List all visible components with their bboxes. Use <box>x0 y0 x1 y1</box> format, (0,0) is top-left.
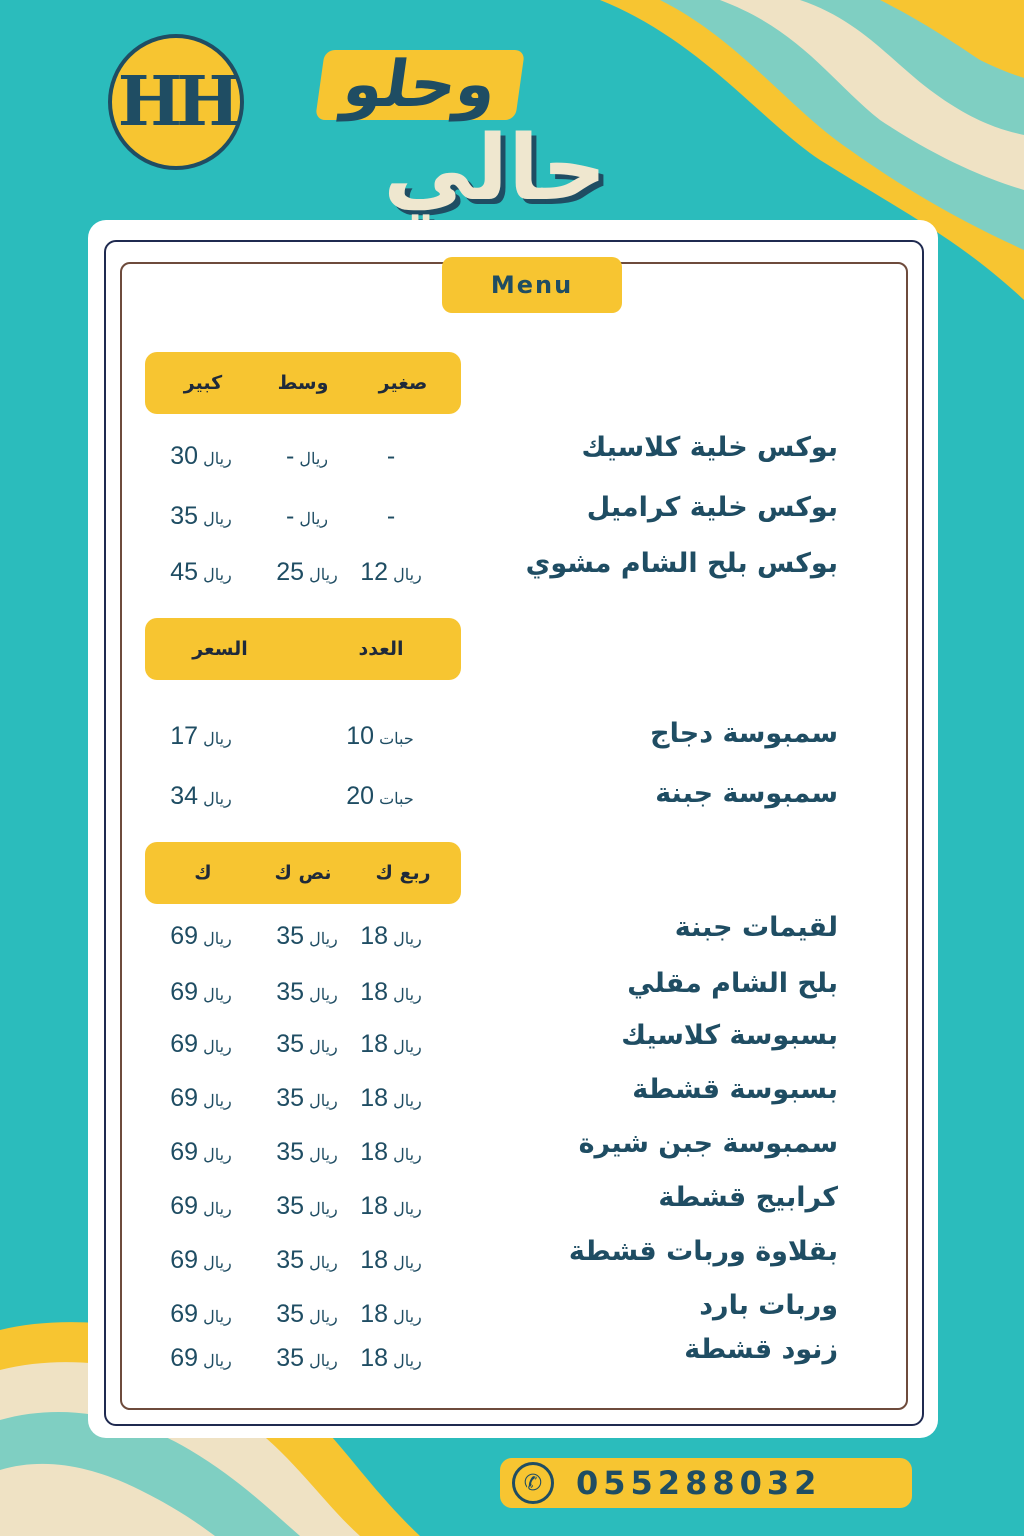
price-kilo <box>156 1132 246 1172</box>
item-count <box>320 716 440 756</box>
price-quarter-kilo-value: 18 <box>360 1192 389 1220</box>
price <box>156 776 246 816</box>
price-half-kilo <box>262 1240 352 1280</box>
currency-label: ريال <box>309 987 338 1004</box>
price-half-kilo-value: 35 <box>276 1084 305 1112</box>
price-quarter-kilo-value: 18 <box>360 1246 389 1274</box>
currency-label: ريال <box>393 931 422 948</box>
currency-label: ريال <box>203 451 232 468</box>
currency-label: ريال <box>203 1353 232 1370</box>
price-quarter-kilo-value: 18 <box>360 922 389 950</box>
price-quarter-kilo <box>346 1024 436 1064</box>
currency-label: ريال <box>203 931 232 948</box>
price-kilo-value: 69 <box>170 1030 199 1058</box>
price-quarter-kilo <box>346 1078 436 1118</box>
price-large <box>156 496 246 536</box>
header-small: صغير <box>378 372 428 394</box>
price-quarter-kilo-value: 18 <box>360 1138 389 1166</box>
item-count-value: 20 <box>346 782 375 810</box>
price-quarter-kilo <box>346 916 436 956</box>
price-half-kilo-value: 35 <box>276 922 305 950</box>
currency-label: ريال <box>309 567 338 584</box>
section1-header <box>145 352 461 414</box>
currency-label: ريال <box>203 1309 232 1326</box>
price-small <box>346 436 436 476</box>
currency-label: ريال <box>203 987 232 1004</box>
price-half-kilo <box>262 1338 352 1378</box>
currency-label: ريال <box>203 567 232 584</box>
price-kilo <box>156 1024 246 1064</box>
price-half-kilo-value: 35 <box>276 1344 305 1372</box>
price-quarter-kilo <box>346 1338 436 1378</box>
currency-label: ريال <box>393 1093 422 1110</box>
price-kilo-value: 69 <box>170 1300 199 1328</box>
price-large-value: 45 <box>170 558 199 586</box>
price-half-kilo <box>262 972 352 1012</box>
item-count-unit: حبات <box>379 791 414 808</box>
currency-label: ريال <box>203 1255 232 1272</box>
price-quarter-kilo-value: 18 <box>360 1030 389 1058</box>
menu-item-name: كرابيج قشطة <box>658 1182 838 1213</box>
price-half-kilo <box>262 1078 352 1118</box>
price-kilo-value: 69 <box>170 1246 199 1274</box>
price-small-value: 12 <box>360 558 389 586</box>
price-medium-value: 25 <box>276 558 305 586</box>
price-quarter-kilo-value: 18 <box>360 978 389 1006</box>
currency-label: ريال <box>393 987 422 1004</box>
menu-item-name: بوكس خلية كراميل <box>586 492 838 523</box>
currency-label: ريال <box>309 1201 338 1218</box>
price-medium-value: - <box>285 502 295 530</box>
currency-label: ريال <box>309 1353 338 1370</box>
menu-item-name: بوكس بلح الشام مشوي <box>525 548 838 579</box>
currency-label: ريال <box>309 931 338 948</box>
phone-bar[interactable] <box>500 1458 912 1508</box>
price-kilo <box>156 1338 246 1378</box>
currency-label: ريال <box>299 451 328 468</box>
price-half-kilo-value: 35 <box>276 1030 305 1058</box>
section2-header <box>145 618 461 680</box>
price <box>156 716 246 756</box>
price-quarter-kilo-value: 18 <box>360 1084 389 1112</box>
price-value: 34 <box>170 782 199 810</box>
price-kilo <box>156 1240 246 1280</box>
price-half-kilo <box>262 1024 352 1064</box>
price-quarter-kilo <box>346 1186 436 1226</box>
menu-item-name: بسبوسة كلاسيك <box>621 1020 838 1051</box>
currency-label: ريال <box>299 511 328 528</box>
item-count <box>320 776 440 816</box>
currency-label: ريال <box>393 1309 422 1326</box>
header-kilo: ك <box>194 862 212 884</box>
price-quarter-kilo <box>346 1294 436 1334</box>
price-half-kilo <box>262 1132 352 1172</box>
currency-label: ريال <box>203 1093 232 1110</box>
currency-label: ريال <box>393 1147 422 1164</box>
menu-item-name: زنود قشطة <box>684 1334 838 1365</box>
price-kilo-value: 69 <box>170 978 199 1006</box>
menu-item-name: سمبوسة دجاج <box>650 718 838 749</box>
price-kilo <box>156 972 246 1012</box>
price-kilo <box>156 1186 246 1226</box>
price-half-kilo-value: 35 <box>276 978 305 1006</box>
price-half-kilo <box>262 916 352 956</box>
price-kilo-value: 69 <box>170 922 199 950</box>
menu-item-name: سمبوسة جبنة <box>655 778 838 809</box>
price-quarter-kilo-value: 18 <box>360 1300 389 1328</box>
price-kilo-value: 69 <box>170 1344 199 1372</box>
currency-label: ريال <box>309 1309 338 1326</box>
price-medium <box>262 496 352 536</box>
phone-number: 055288032 <box>576 1464 822 1502</box>
menu-item-name: وربات بارد <box>699 1290 838 1321</box>
menu-item-name: لقيمات جبنة <box>674 912 838 943</box>
logo-word-main: حالي <box>383 115 607 221</box>
phone-icon: ✆ <box>512 1462 554 1504</box>
item-count-value: 10 <box>346 722 375 750</box>
price-small <box>346 496 436 536</box>
price-large-value: 35 <box>170 502 199 530</box>
menu-title: Menu <box>442 257 622 313</box>
header-count: العدد <box>358 638 404 660</box>
section3-header <box>145 842 461 904</box>
price-half-kilo <box>262 1294 352 1334</box>
menu-item-name: بسبوسة قشطة <box>632 1074 838 1105</box>
currency-label: ريال <box>393 1255 422 1272</box>
price-quarter-kilo <box>346 972 436 1012</box>
price-large <box>156 552 246 592</box>
menu-item-name: بلح الشام مقلي <box>627 968 838 999</box>
price-kilo <box>156 1294 246 1334</box>
price-quarter-kilo <box>346 1132 436 1172</box>
price-quarter-kilo-value: 18 <box>360 1344 389 1372</box>
currency-label: ريال <box>203 1201 232 1218</box>
price-small-value: - <box>386 502 396 530</box>
price-half-kilo-value: 35 <box>276 1192 305 1220</box>
currency-label: ريال <box>309 1093 338 1110</box>
price-large <box>156 436 246 476</box>
price-medium <box>262 436 352 476</box>
header-half-kilo: نص ك <box>274 862 332 884</box>
logo-word-top: وحلو <box>315 50 525 120</box>
header-large: كبير <box>183 372 223 394</box>
logo-badge: HH <box>108 34 244 170</box>
currency-label: ريال <box>309 1039 338 1056</box>
menu-item-name: بوكس خلية كلاسيك <box>581 432 838 463</box>
price-medium <box>262 552 352 592</box>
price-value: 17 <box>170 722 199 750</box>
price-kilo-value: 69 <box>170 1138 199 1166</box>
currency-label: ريال <box>309 1147 338 1164</box>
price-kilo-value: 69 <box>170 1084 199 1112</box>
price-small <box>346 552 436 592</box>
currency-label: ريال <box>203 1039 232 1056</box>
price-kilo-value: 69 <box>170 1192 199 1220</box>
item-count-unit: حبات <box>379 731 414 748</box>
currency-label: ريال <box>393 567 422 584</box>
currency-label: ريال <box>203 511 232 528</box>
currency-label: ريال <box>203 1147 232 1164</box>
currency-label: ريال <box>203 791 232 808</box>
menu-item-name: بقلاوة وربات قشطة <box>568 1236 838 1267</box>
price-quarter-kilo <box>346 1240 436 1280</box>
price-large-value: 30 <box>170 442 199 470</box>
header-medium: وسط <box>277 372 329 394</box>
price-half-kilo-value: 35 <box>276 1246 305 1274</box>
price-medium-value: - <box>285 442 295 470</box>
price-half-kilo <box>262 1186 352 1226</box>
menu-item-name: سمبوسة جبن شيرة <box>578 1128 838 1159</box>
currency-label: ريال <box>393 1353 422 1370</box>
price-kilo <box>156 1078 246 1118</box>
price-half-kilo-value: 35 <box>276 1138 305 1166</box>
price-half-kilo-value: 35 <box>276 1300 305 1328</box>
currency-label: ريال <box>393 1201 422 1218</box>
currency-label: ريال <box>203 731 232 748</box>
currency-label: ريال <box>309 1255 338 1272</box>
price-small-value: - <box>386 442 396 470</box>
header-quarter-kilo: ربع ك <box>375 862 431 884</box>
price-kilo <box>156 916 246 956</box>
currency-label: ريال <box>393 1039 422 1056</box>
header-price: السعر <box>192 638 248 660</box>
